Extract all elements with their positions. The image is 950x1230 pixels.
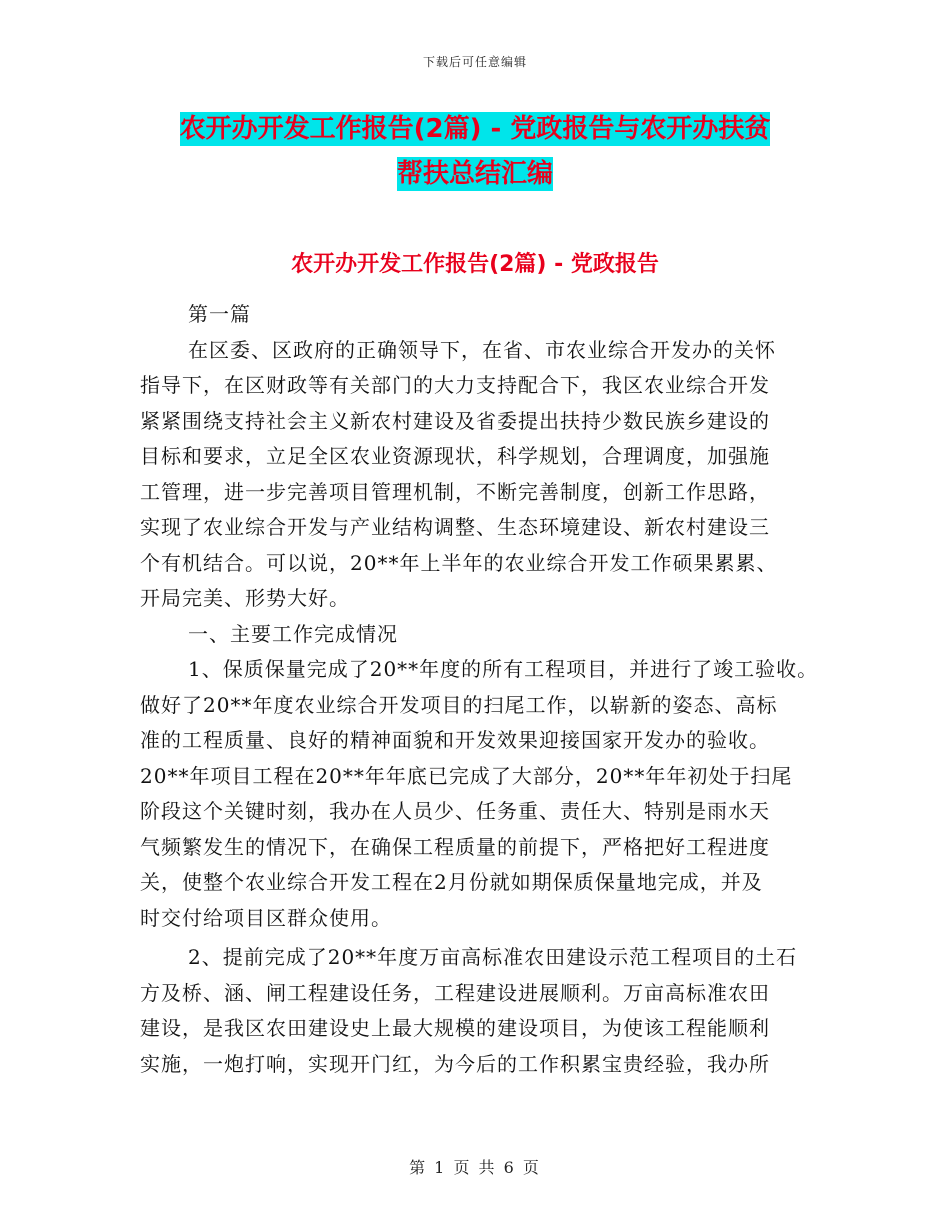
- section-title: 农开办开发工作报告(2篇) - 党政报告: [291, 252, 659, 277]
- body-line: 工管理，进一步完善项目管理机制，不断完善制度，创新工作思路，: [140, 479, 770, 504]
- body-line: 关，使整个农业综合开发工程在2月份就如期保质保量地完成，并及: [140, 870, 763, 894]
- body-line: 20**年项目工程在20**年年底已完成了大部分，20**年年初处于扫尾: [140, 763, 793, 788]
- body-line: 第一篇: [188, 302, 251, 326]
- body-line: 气频繁发生的情况下，在确保工程质量的前提下，严格把好工程进度: [140, 834, 770, 859]
- body-line: 实施，一炮打响，实现开门红，为今后的工作积累宝贵经验，我办所: [140, 1051, 770, 1076]
- body-line: 方及桥、涵、闸工程建设任务，工程建设进展顺利。万亩高标准农田: [140, 980, 770, 1005]
- body-line: 时交付给项目区群众使用。: [140, 905, 392, 930]
- body-line: 准的工程质量、良好的精神面貌和开发效果迎接国家开发办的验收。: [140, 728, 770, 752]
- body-line: 一、主要工作完成情况: [188, 621, 398, 646]
- body-line: 紧紧围绕支持社会主义新农村建设及省委提出扶持少数民族乡建设的: [140, 408, 770, 433]
- body-line: 实现了农业综合开发与产业结构调整、生态环境建设、新农村建设三: [140, 515, 770, 539]
- body-line: 阶段这个关键时刻，我办在人员少、任务重、责任大、特别是雨水天: [140, 799, 770, 823]
- document-title-text-1: 农开办开发工作报告(2篇) - 党政报告与农开办扶贫: [179, 114, 771, 144]
- header-note: 下载后可任意编辑: [422, 55, 527, 69]
- page-footer: 第 1 页 共 6 页: [409, 1158, 541, 1177]
- document-body: [140, 297, 840, 1082]
- document-title-line-1: [0, 110, 950, 148]
- body-line: 个有机结合。可以说，20**年上半年的农业综合开发工作硕果累累、: [140, 550, 778, 575]
- body-line: 指导下，在区财政等有关部门的大力支持配合下，我区农业综合开发: [140, 373, 770, 397]
- body-line: 2、提前完成了20**年度万亩高标准农田建设示范工程项目的土石: [188, 945, 798, 969]
- body-line: 开局完美、形势大好。: [140, 586, 350, 610]
- body-line: 1、保质保量完成了20**年度的所有工程项目，并进行了竣工验收。: [188, 657, 819, 681]
- body-line: 目标和要求，立足全区农业资源现状，科学规划，合理调度，加强施: [140, 444, 770, 468]
- body-line: 做好了20**年度农业综合开发项目的扫尾工作，以崭新的姿态、高标: [140, 692, 778, 717]
- document-title-text-2: 帮扶总结汇编: [396, 159, 553, 189]
- body-line: 在区委、区政府的正确领导下，在省、市农业综合开发办的关怀: [188, 337, 776, 362]
- body-line: 建设，是我区农田建设史上最大规模的建设项目，为使该工程能顺利: [140, 1016, 770, 1040]
- document-title-line-2: [0, 155, 950, 193]
